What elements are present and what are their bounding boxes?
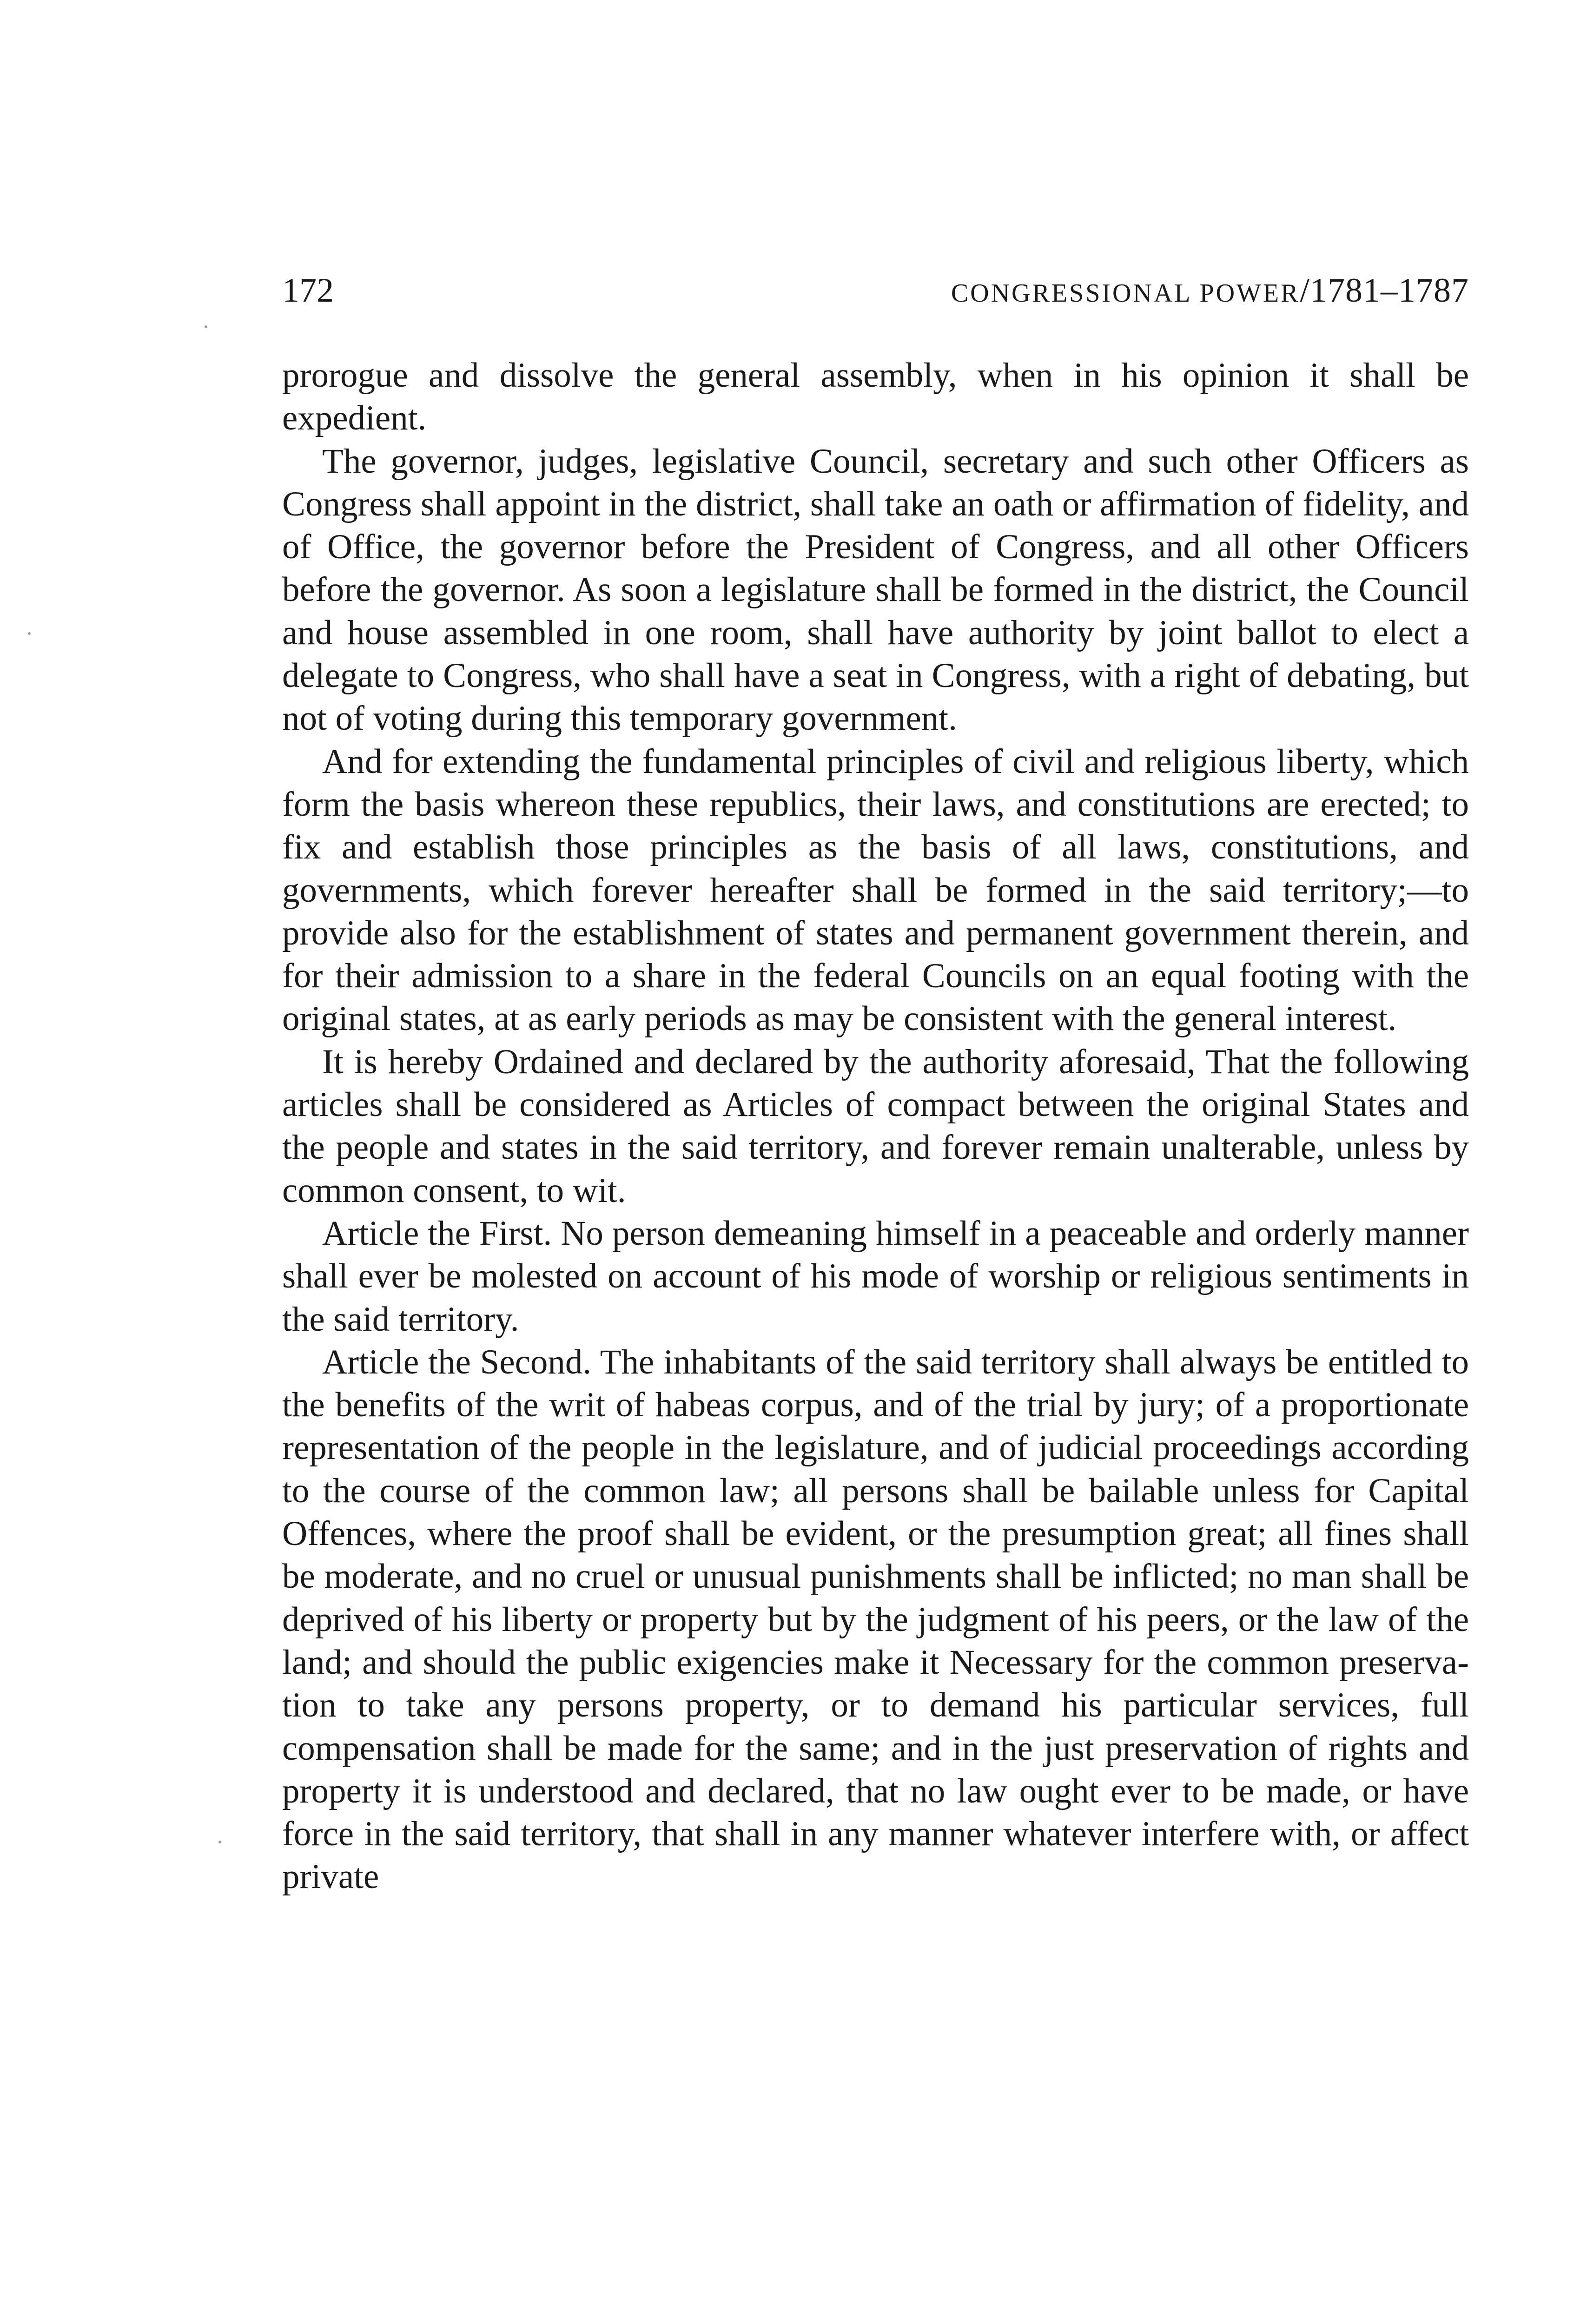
- paragraph-fundamental-principles: And for extending the fundamental principles of civil and religious liberty, which form the basis whereon these republics, their laws, and constitutions are erected; to fix and establish those principles as the basis of all laws, constitutions, and governments, which forever hereafter shall be formed in the said territory;—to provide also for the establishment of states and permanent government therein, and for their admission to a share in the federal Councils on an equal footing with the original states, at as early periods as may be consistent with the general interest.: [282, 742, 1469, 1038]
- running-title-dates: /1781–1787: [1300, 271, 1469, 310]
- paragraph-officers-oath: The governor, judges, legislative Council, secretary and such other Officers as Congress shall appoint in the district, shall take an oath or affirmation of fidelity, and of Office, the governor before the President of Congress, and all other Officers before the governor. As soon a legislature shall be formed in the district, the Council and house assembled in one room, shall have authority by joint ballot to elect a delegate to Congress, who shall have a seat in Congress, with a right of debating, but not of voting during this temporary government.: [282, 442, 1469, 738]
- running-head: [282, 267, 1469, 318]
- paragraph-ordained: It is hereby Ordained and declared by the authority aforesaid, That the following articles shall be considered as Articles of compact between the original States and the people and states in the said territory, and forever remain unalterable, unless by common consent, to wit.: [282, 1042, 1469, 1210]
- paragraph-article-second: Article the Second. The inhabitants of the said territory shall always be entitled to the benefits of the writ of habeas corpus, and of the trial by jury; of a proportionate representation of the people in the legislature, and of judicial proceedings according to the course of the common law; all persons shall be bailable unless for Capital Offences, where the proof shall be evident, or the presumption great; all fines shall be moderate, and no cruel or unusual punishments shall be inflicted; no man shall be deprived of his liberty or property but by the judgment of his peers, or the law of the land; and should the public exigencies make it Necessary for the common preservation to take any persons property, or to demand his particular services, full compensation shall be made for the same; and in the just preservation of rights and property it is understood and declared, that no law ought ever to be made, or have force in the said territory, that shall in any manner whatever interfere with, or affect private: [282, 1342, 1469, 1896]
- paper-speck: [205, 325, 207, 328]
- page-number: 172: [282, 271, 334, 310]
- running-title: [951, 267, 1469, 317]
- paper-speck: [28, 632, 31, 635]
- body-text: [282, 354, 1469, 1899]
- paragraph-continuation: prorogue and dissolve the general assembly, when in his opinion it shall be expedient.: [282, 356, 1469, 438]
- paragraph-article-first: Article the First. No person demeaning himself in a peaceable and orderly manner shall ever be molested on account of his mode of worship or religious sentiments in the said territory.: [282, 1214, 1469, 1339]
- running-title-caps: CONGRESSIONAL POWER: [951, 279, 1300, 308]
- paper-speck: [218, 1841, 221, 1843]
